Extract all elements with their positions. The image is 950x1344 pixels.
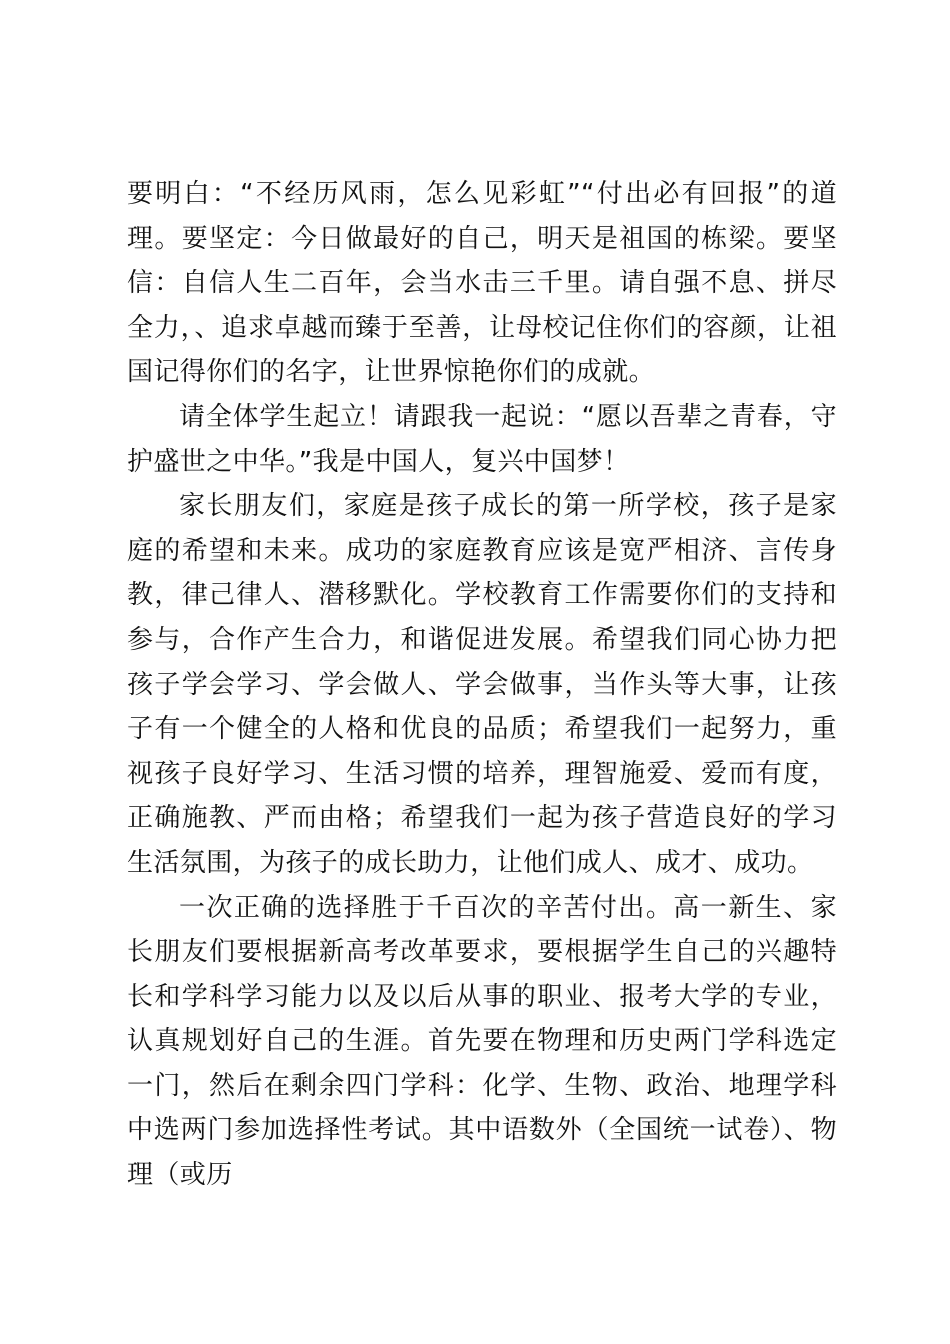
paragraph-4: 一次正确的选择胜于千百次的辛苦付出。高一新生、家长朋友们要根据新高考改革要求，要根据学生自己的兴趣特长和学科学习能力以及以后从事的职业、报考大学的专业，认真规划好自己的生涯。首先要在物理和历史两门学科选定一门，然后在剩余四门学科：化学、生物、政治、地理学科中选两门参加选择性考试。其中语数外（全国统一试卷）、物理（或历 xyxy=(127,892,837,1191)
paragraph-3: 家长朋友们，家庭是孩子成长的第一所学校，孩子是家庭的希望和未来。成功的家庭教育应该是宽严相济、言传身教，律己律人、潜移默化。学校教育工作需要你们的支持和参与，合作产生合力，和谐促进发展。希望我们同心协力把孩子学会学习、学会做人、学会做事，当作头等大事，让孩子有一个健全的人格和优良的品质；希望我们一起努力，重视孩子良好学习、生活习惯的培养，理智施爱、爱而有度，正确施教、严而由格；希望我们一起为孩子营造良好的学习生活氛围，为孩子的成长助力，让他们成人、成才、成功。 xyxy=(127,491,837,878)
paragraph-2: 请全体学生起立！请跟我一起说：“愿以吾辈之青春，守护盛世之中华。”我是中国人，复兴中国梦！ xyxy=(127,401,837,477)
document-body xyxy=(127,172,837,1198)
paragraph-1: 要明白：“不经历风雨，怎么见彩虹”“付出必有回报”的道理。要坚定：今日做最好的自己，明天是祖国的栋梁。要坚信：自信人生二百年，会当水击三千里。请自强不息、拼尽全力，、追求卓越而臻于至善，让母校记住你们的容颜，让祖国记得你们的名字，让世界惊艳你们的成就。 xyxy=(127,179,837,388)
